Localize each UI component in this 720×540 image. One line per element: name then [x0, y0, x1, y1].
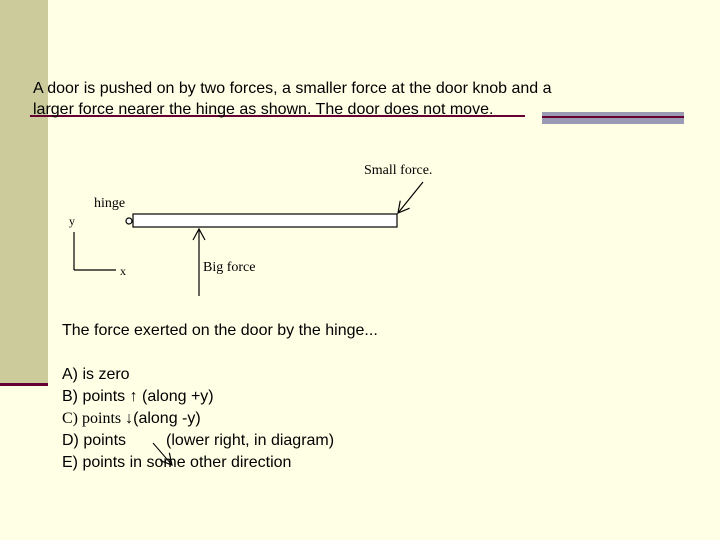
option-b[interactable]: [62, 386, 334, 408]
option-b-prefix: B) points: [62, 388, 130, 405]
intro-text: A door is pushed on by two forces, a smaller force at the door knob and a larger force nearer the hinge as shown. The door does not move.: [33, 80, 552, 118]
option-e[interactable]: [62, 452, 334, 474]
y-axis-label: y: [69, 214, 75, 228]
hinge-pivot-icon: [126, 218, 132, 224]
option-e-label: E) points in some other direction: [62, 454, 292, 471]
option-d-suffix: (lower right, in diagram): [166, 432, 335, 449]
option-d-prefix: D) points: [62, 432, 127, 449]
up-arrow-icon: ↑: [129, 388, 138, 405]
question-text: The force exerted on the door by the hinge...: [62, 322, 378, 339]
hinge-label: hinge: [94, 196, 126, 211]
option-d[interactable]: [62, 430, 334, 452]
big-force-label: Big force: [203, 260, 256, 275]
answer-options: [62, 364, 334, 474]
door-rect: [133, 214, 397, 227]
small-force-arrow: [398, 182, 423, 213]
option-a[interactable]: [62, 364, 334, 386]
down-arrow-icon: ↓: [125, 410, 134, 427]
option-c[interactable]: [62, 408, 334, 430]
option-a-label: A) is zero: [62, 366, 130, 383]
small-force-label: Small force.: [364, 163, 433, 178]
option-c-suffix: (along -y): [133, 410, 201, 427]
option-b-suffix: (along +y): [137, 388, 214, 405]
option-c-prefix: C) points: [62, 410, 126, 427]
x-axis-label: x: [120, 264, 126, 278]
